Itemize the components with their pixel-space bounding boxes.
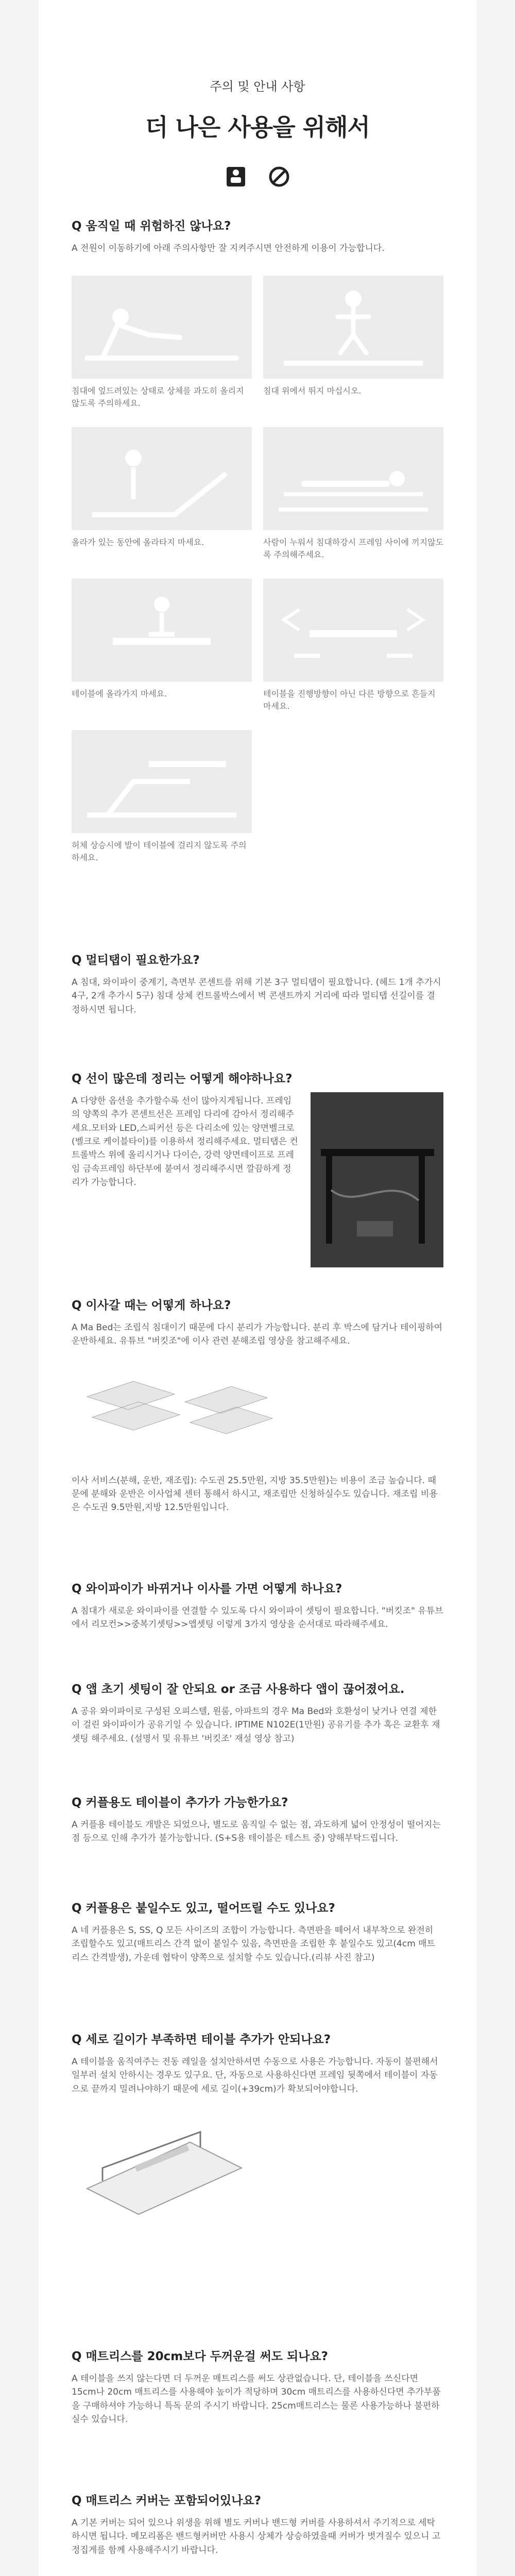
safety-caption: 테이블을 진행방향이 아닌 다른 방향으로 흔들지 마세요. — [263, 689, 436, 711]
faq-question: Q 커플용도 테이블이 추가가 가능한가요? — [72, 1796, 288, 1809]
faq-answer: A 침대가 새로운 와이파이를 연결할 수 있도록 다시 와이파이 셋팅이 필요합니다. "버킷조" 유튜브에서 리모컨>>중복기셋팅>>앱셋팅 이렇게 3가지 영상을 순서대로 따라해주세요. — [72, 1605, 443, 1630]
faq-moving — [72, 1298, 443, 1515]
faq-answer: A 테이블을 움직여주는 전동 레일을 설치안하셔면 수동으로 사용은 가능합니다. 자동이 불편해서 일부러 설치 안하시는 경우도 있구요. 단, 자동으로 사용하신다면 프레임 뒷쪽에서 테이블이 자동으로 끝까지 밀려나야하기 때문에 세로 길이(+39cm)가 확보되어야합니다. — [72, 2056, 438, 2094]
faq-question: Q 세로 길이가 부족하면 테이블 추가가 안되나요? — [72, 2033, 331, 2046]
notice-title: 더 나은 사용을 위해서 — [145, 113, 370, 141]
faq-table-purchase — [72, 1795, 443, 1845]
header-icons — [39, 165, 476, 188]
faq-answer: A 테이블을 쓰지 않는다면 더 두꺼운 매트리스를 써도 상관없습니다. 단, 테이블을 쓰신다면 15cm나 20cm 매트리스를 사용해야 높이가 적당하며 30cm 매트리스를 사용하신다면 추가부품을 구매하셔야 가능하니 특독 문의 주시기 바랍니다. 25cm매트리스는 물론 사용가능하나 불편하실수 있습니다. — [72, 2373, 441, 2425]
safety-illustration — [263, 427, 443, 530]
faq-question: Q 이사갈 때는 어떻게 하나요? — [72, 1299, 231, 1312]
child-guardian-icon — [225, 165, 247, 188]
safety-caption: 침대 위에서 뛰지 마십시오. — [263, 386, 362, 396]
safety-card-grid — [72, 276, 443, 864]
faq-safety — [72, 219, 443, 864]
safety-illustration — [263, 276, 443, 379]
faq-multitap — [72, 953, 443, 1016]
safety-illustration — [72, 427, 252, 530]
notice-header — [39, 0, 476, 188]
product-notice-page — [39, 0, 476, 2576]
faq-answer: A 기본 커버는 되어 있으나 위생을 위해 별도 커버나 밴드형 커버를 사용하셔서 주기적으로 세탁하시면 됩니다. 메모리폼은 밴드형커버만 사용시 상체가 상승하였을때 커버가 벗겨질수 있으니 고정집게를 함께 사용해주시기 바랍니다. — [72, 2517, 441, 2555]
safety-caption: 허체 상승시에 발이 테이블에 걸리지 않도록 주의하세요. — [72, 840, 247, 863]
safety-caption: 사람이 누워서 침대하강시 프레임 사이에 끼지않도록 주의해주세요. — [263, 537, 444, 560]
safety-card — [72, 427, 252, 561]
faq-answer: A Ma Bed는 조립식 침대이기 때문에 다시 분리가 가능합니다. 분리 후 박스에 담거나 테이핑하여 운반하세요. 유튜브 "버킷조"에 이사 관련 분해조립 영상을 참고해주세요. — [72, 1322, 443, 1347]
faq-app — [72, 1682, 443, 1745]
safety-card — [263, 276, 443, 410]
faq-question: Q 움직일 때 위험하진 않나요? — [72, 219, 231, 233]
faq-answer: A 다양한 옵션을 추가할수록 선이 많아지게됩니다. 프레임의 양쪽의 추가 콘센트선은 프레임 다리에 감아서 정리해주세요.모터와 LED,스피커선 등은 다리소에 있는 양면벨크로(벨크로 케이블타이)를 이용하셔 정리해주세요. 멀티탭은 컨트롤박스 위에 올리시거나 다이슨, 강력 양면테이프로 프레임 금속프레임 하단부에 붙여서 정리해주시면 깔끔하게 정리가 가능합니다. — [72, 1095, 298, 1188]
faq-question: Q 매트리스를 20cm보다 두꺼운걸 써도 되나요? — [72, 2350, 329, 2363]
safety-card — [72, 579, 252, 713]
faq-mattress — [72, 2349, 443, 2426]
faq-cover — [72, 2494, 443, 2557]
safety-card — [263, 427, 443, 561]
faq-question: Q 와이파이가 바뀌거나 이사를 가면 어떻게 하나요? — [72, 1582, 342, 1596]
faq-answer: A 침대, 와이파이 중계기, 측면부 콘센트를 위해 기본 3구 멀티탭이 필요합니다. (헤드 1개 추가시 4구, 2개 추가시 5구) 침대 상체 컨트롤박스에서 벽 콘센트까지 거리에 따라 멀티탭 선길이를 결정하시면 됩니다. — [72, 977, 441, 1015]
safety-illustration — [72, 730, 252, 833]
faq-answer: A 전원이 이동하기에 아래 주의사항만 잘 지켜주시면 안전하게 이용이 가능합니다. — [72, 243, 385, 253]
faq-question: Q 선이 많은데 정리는 어떻게 해야하나요? — [72, 1072, 293, 1086]
safety-card — [72, 730, 252, 864]
bed-frame-wiring-photo — [311, 1092, 443, 1267]
faq-answer: A 공유 와이파이로 구성된 오피스텔, 원룸, 아파트의 경우 Ma Bed와 호환성이 낮거나 연결 제한이 걸린 와이파이가 공유기일 수 있습니다. IPTIME N102E(1만원) 공유기를 추가 혹은 교환후 재셋팅 해주세요. (설명서 및 유튜브 '버킷조' 재설 영상 참고) — [72, 1706, 440, 1744]
faq-ceiling — [72, 2032, 443, 2240]
safety-illustration — [72, 276, 252, 379]
safety-card — [263, 579, 443, 713]
safety-caption: 올라가 있는 동안에 올라타지 마세요. — [72, 537, 204, 548]
faq-attach — [72, 1901, 443, 1964]
safety-illustration — [263, 579, 443, 682]
disassembled-bed-illustration — [72, 1366, 278, 1459]
safety-illustration — [72, 579, 252, 682]
faq-question: Q 멀티탭이 필요한가요? — [72, 954, 200, 967]
bed-table-rail-illustration — [72, 2111, 257, 2240]
safety-caption: 침대에 엎드려있는 상태로 상체를 과도히 올리지 않도록 주의하세요. — [72, 386, 244, 409]
safety-card — [72, 276, 252, 410]
faq-wires — [72, 1072, 443, 1267]
faq-answer: A 커플용 테이블도 개발은 되었으나, 별도로 움직일 수 없는 점, 과도하게 넓어 안정성이 떨어지는 점 등으로 인해 추가가 불가능합니다. (S+S용 테이블은 테스트 중) 양해부탁드립니다. — [72, 1819, 441, 1844]
safety-caption: 테이블에 올라가지 마세요. — [72, 689, 167, 699]
faq-question: Q 커플용은 붙일수도 있고, 떨어뜨릴 수도 있나요? — [72, 1902, 335, 1915]
faq-answer: A 네 커플용은 S, SS, Q 모든 사이즈의 조합이 가능합니다. 측면판을 떼어서 내부착으로 완전히 조립할수도 있고(매트리스 간격 없이 붙일수 있음, 측면판을 조립한 후 붙일수도 있고(4cm 매트리스 간격발생), 가운데 협탁이 양쪽으로 설치할 수도 있습니다.(리뷰 사진 참고) — [72, 1925, 436, 1963]
faq-question: Q 앱 초기 셋팅이 잘 안되요 or 조금 사용하다 앱이 끊어졌어요. — [72, 1683, 405, 1696]
notice-subtitle: 주의 및 안내 사항 — [210, 79, 305, 94]
faq-question: Q 매트리스 커버는 포함되어있나요? — [72, 2494, 261, 2507]
faq-wifi — [72, 1582, 443, 1632]
moving-service-note: 이사 서비스(분해, 운반, 재조립): 수도권 25.5만원, 지방 35.5만원)는 비용이 조금 높습니다. 때문에 분해와 운반은 이사업체 센터 통해서 하시고, 재조립만 신청하실수도 있습니다. 재조립 비용은 수도권 9.5만원,지방 12.5만원입니다. — [72, 1475, 438, 1513]
prohibited-icon — [268, 165, 290, 188]
